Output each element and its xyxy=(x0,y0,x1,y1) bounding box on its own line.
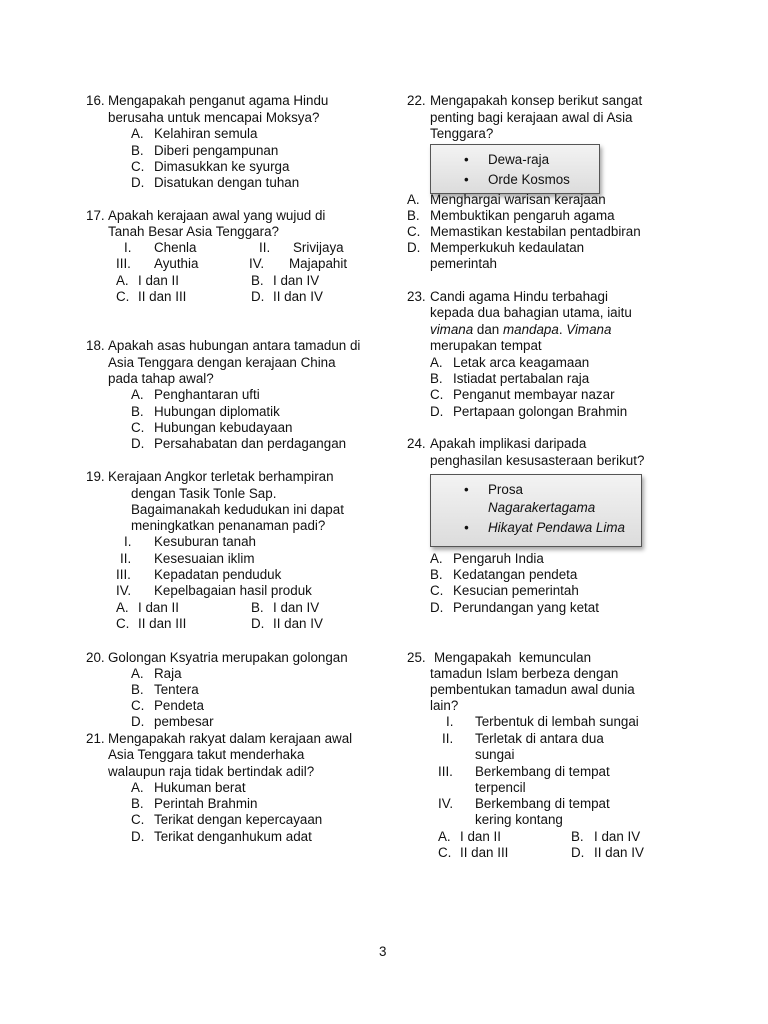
q16-text-1: Mengapakah penganut agama Hindu xyxy=(108,93,329,108)
q22-text-1: Mengapakah konsep berikut sangat xyxy=(430,93,643,108)
q19-opt-a-letter: A. xyxy=(116,600,129,615)
q19-opt-c: II dan III xyxy=(138,616,187,631)
q20-opt-c: Pendeta xyxy=(154,698,204,713)
q23-term-vimana: vimana xyxy=(430,322,474,337)
q25-opt-b: I dan IV xyxy=(594,829,641,844)
q20-opt-a: Raja xyxy=(154,666,182,681)
q21-text-1: Mengapakah rakyat dalam kerajaan awal xyxy=(108,731,353,746)
q25-opt-b-letter: B. xyxy=(571,829,584,844)
q19-opt-d: II dan IV xyxy=(273,616,323,631)
q19-number: 19. xyxy=(86,469,105,484)
q23-text-4: merupakan tempat xyxy=(430,338,542,353)
q25-item-4: Berkembang di tempat xyxy=(475,796,610,811)
q24-opt-c-letter: C. xyxy=(430,583,444,598)
q23-opt-d: Pertapaan golongan Brahmin xyxy=(453,404,628,419)
q23-opt-b-letter: B. xyxy=(430,371,443,386)
q25-item-1: Terbentuk di lembah sungai xyxy=(475,714,639,729)
q21-opt-b-letter: B. xyxy=(131,796,144,811)
q17-opt-d: II dan IV xyxy=(273,289,323,304)
q21-text-2: Asia Tenggara takut menderhaka xyxy=(108,747,305,762)
q23-term-vimana-2: Vimana xyxy=(566,322,612,337)
q19-item-2-roman: II. xyxy=(120,551,132,566)
q25-text-2: tamadun Islam berbeza dengan xyxy=(430,666,619,681)
q16-opt-a: Kelahiran semula xyxy=(154,126,258,141)
q21-opt-d-letter: D. xyxy=(131,829,145,844)
q24-number: 24. xyxy=(407,436,426,451)
q22-text-3: Tenggara? xyxy=(430,126,494,141)
q25-text-1: Mengapakah kemunculan xyxy=(434,650,592,665)
q18-opt-b-letter: B. xyxy=(131,404,144,419)
q19-item-4: Kepelbagaian hasil produk xyxy=(154,583,312,598)
q20-opt-d: pembesar xyxy=(154,714,214,729)
q25-item-4-roman: IV. xyxy=(438,796,454,811)
q22-opt-a: Menghargai warisan kerajaan xyxy=(430,192,606,207)
q17-number: 17. xyxy=(86,208,105,223)
q24-opt-c: Kesucian pemerintah xyxy=(453,583,579,598)
q22-box-item-2: • Orde Kosmos xyxy=(488,172,570,188)
q25-item-3: Berkembang di tempat xyxy=(475,764,610,779)
q17-item-4: Majapahit xyxy=(289,256,348,271)
q16-opt-a-letter: A. xyxy=(131,126,144,141)
q17-item-2-roman: II. xyxy=(259,240,271,255)
q19-opt-c-letter: C. xyxy=(116,616,130,631)
q20-opt-b: Tentera xyxy=(154,682,199,697)
q19-item-1-roman: I. xyxy=(124,534,132,549)
q24-text-1: Apakah implikasi daripada xyxy=(430,436,587,451)
q23-text-1: Candi agama Hindu terbahagi xyxy=(430,289,608,304)
q17-opt-a-letter: A. xyxy=(116,273,129,288)
q25-opt-c-letter: C. xyxy=(438,845,452,860)
q22-number: 22. xyxy=(407,93,426,108)
q17-item-3: Ayuthia xyxy=(154,256,199,271)
q25-item-2-roman: II. xyxy=(442,731,454,746)
q25-opt-a-letter: A. xyxy=(438,829,451,844)
q22-opt-d: Memperkukuh kedaulatan xyxy=(430,240,585,255)
q21-text-3: walaupun raja tidak bertindak adil? xyxy=(108,764,315,779)
q25-opt-a: I dan II xyxy=(460,829,501,844)
q18-opt-a: Penghantaran ufti xyxy=(154,387,260,402)
q17-opt-b-letter: B. xyxy=(251,273,264,288)
q19-text-2: dengan Tasik Tonle Sap. xyxy=(131,486,277,501)
q19-item-3-roman: III. xyxy=(116,567,131,582)
q18-number: 18. xyxy=(86,338,105,353)
q20-opt-b-letter: B. xyxy=(131,682,144,697)
q22-box-item-1: • Dewa-raja xyxy=(488,152,549,168)
q19-opt-d-letter: D. xyxy=(251,616,265,631)
page-number: 3 xyxy=(379,944,387,959)
q17-item-1-roman: I. xyxy=(124,240,132,255)
q19-item-3: Kepadatan penduduk xyxy=(154,567,282,582)
q20-number: 20. xyxy=(86,650,105,665)
q23-opt-c-letter: C. xyxy=(430,387,444,402)
q24-box-item-2: • Hikayat Pendawa Lima xyxy=(488,520,625,536)
q19-item-4-roman: IV. xyxy=(116,583,132,598)
q21-opt-a-letter: A. xyxy=(131,780,144,795)
q17-opt-a: I dan II xyxy=(138,273,179,288)
q16-opt-c: Dimasukkan ke syurga xyxy=(154,159,290,174)
q16-opt-d: Disatukan dengan tuhan xyxy=(154,175,300,190)
q18-opt-d-letter: D. xyxy=(131,436,145,451)
q24-text-2: penghasilan kesusasteraan berikut? xyxy=(430,453,645,468)
q18-opt-a-letter: A. xyxy=(131,387,144,402)
q24-opt-b: Kedatangan pendeta xyxy=(453,567,578,582)
q23-opt-a-letter: A. xyxy=(430,355,443,370)
q24-opt-b-letter: B. xyxy=(430,567,443,582)
q23-text-3-and: dan xyxy=(473,322,503,337)
q23-opt-d-letter: D. xyxy=(430,404,444,419)
q25-text-4: lain? xyxy=(430,698,459,713)
q23-text-3-dot: . xyxy=(558,322,567,337)
q16-opt-d-letter: D. xyxy=(131,175,145,190)
q22-opt-d-letter: D. xyxy=(407,240,421,255)
q16-opt-b-letter: B. xyxy=(131,143,144,158)
q17-text-2: Tanah Besar Asia Tenggara? xyxy=(108,224,279,239)
q17-item-1: Chenla xyxy=(154,240,197,255)
q20-text-1: Golongan Ksyatria merupakan golongan xyxy=(108,650,348,665)
q18-text-2: Asia Tenggara dengan kerajaan China xyxy=(108,355,336,370)
q23-text-2: kepada dua bahagian utama, iaitu xyxy=(430,305,632,320)
q17-opt-c: II dan III xyxy=(138,289,187,304)
q22-opt-c-letter: C. xyxy=(407,224,421,239)
q24-opt-a: Pengaruh India xyxy=(453,551,544,566)
q17-opt-d-letter: D. xyxy=(251,289,265,304)
q25-item-2: Terletak di antara dua xyxy=(475,731,604,746)
q18-opt-c: Hubungan kebudayaan xyxy=(154,420,293,435)
q19-item-1: Kesuburan tanah xyxy=(154,534,256,549)
q22-opt-a-letter: A. xyxy=(407,192,420,207)
q18-opt-b: Hubungan diplomatik xyxy=(154,404,280,419)
q18-text-1: Apakah asas hubungan antara tamadun di xyxy=(108,338,361,353)
q21-opt-a: Hukuman berat xyxy=(154,780,246,795)
q22-opt-b: Membuktikan pengaruh agama xyxy=(430,208,615,223)
q25-item-2-cont: sungai xyxy=(475,747,515,762)
q19-opt-b: I dan IV xyxy=(273,600,320,615)
q17-item-2: Srivijaya xyxy=(293,240,344,255)
q16-number: 16. xyxy=(86,93,105,108)
q22-opt-b-letter: B. xyxy=(407,208,420,223)
q23-term-mandapa: mandapa xyxy=(502,322,559,337)
q20-opt-a-letter: A. xyxy=(131,666,144,681)
q19-text-4: meningkatkan penanaman padi? xyxy=(131,518,326,533)
q19-text-1: Kerajaan Angkor terletak berhampiran xyxy=(108,469,334,484)
q19-text-3: Bagaimanakah kedudukan ini dapat xyxy=(131,502,344,517)
q17-item-4-roman: IV. xyxy=(249,256,265,271)
q25-item-1-roman: I. xyxy=(446,714,454,729)
q18-text-3: pada tahap awal? xyxy=(108,371,214,386)
q19-item-2: Kesesuaian iklim xyxy=(154,551,255,566)
q21-opt-d: Terikat denganhukum adat xyxy=(154,829,312,844)
q19-opt-a: I dan II xyxy=(138,600,179,615)
q19-opt-b-letter: B. xyxy=(251,600,264,615)
q25-item-4-cont: kering kontang xyxy=(475,812,563,827)
q25-text-3: pembentukan tamadun awal dunia xyxy=(430,682,635,697)
q22-opt-d-cont: pemerintah xyxy=(430,256,497,271)
q25-number: 25. xyxy=(407,650,426,665)
q23-number: 23. xyxy=(407,289,426,304)
q17-opt-c-letter: C. xyxy=(116,289,130,304)
q17-item-3-roman: III. xyxy=(116,256,131,271)
q16-text-2: berusaha untuk mencapai Moksya? xyxy=(108,110,320,125)
q25-item-3-roman: III. xyxy=(438,764,453,779)
q18-opt-c-letter: C. xyxy=(131,420,145,435)
q20-opt-d-letter: D. xyxy=(131,714,145,729)
q22-text-2: penting bagi kerajaan awal di Asia xyxy=(430,110,633,125)
q24-opt-d-letter: D. xyxy=(430,600,444,615)
q23-opt-a: Letak arca keagamaan xyxy=(453,355,590,370)
q24-box-item-1-sub: Nagarakertagama xyxy=(488,500,596,515)
q25-item-3-cont: terpencil xyxy=(475,780,526,795)
q18-opt-d: Persahabatan dan perdagangan xyxy=(154,436,347,451)
q17-opt-b: I dan IV xyxy=(273,273,320,288)
q17-text-1: Apakah kerajaan awal yang wujud di xyxy=(108,208,326,223)
q23-opt-c: Penganut membayar nazar xyxy=(453,387,615,402)
q21-number: 21. xyxy=(86,731,105,746)
q23-opt-b: Istiadat pertabalan raja xyxy=(453,371,590,386)
q24-opt-d: Perundangan yang ketat xyxy=(453,600,599,615)
q25-opt-c: II dan III xyxy=(460,845,509,860)
q21-opt-c: Terikat dengan kepercayaan xyxy=(154,812,323,827)
q22-opt-c: Memastikan kestabilan pentadbiran xyxy=(430,224,641,239)
q24-box-item-1: • Prosa xyxy=(488,482,523,498)
q25-opt-d: II dan IV xyxy=(594,845,644,860)
q20-opt-c-letter: C. xyxy=(131,698,145,713)
q21-opt-c-letter: C. xyxy=(131,812,145,827)
q16-opt-b: Diberi pengampunan xyxy=(154,143,279,158)
q25-opt-d-letter: D. xyxy=(571,845,585,860)
q21-opt-b: Perintah Brahmin xyxy=(154,796,258,811)
q23-text-3 xyxy=(430,322,611,338)
q16-opt-c-letter: C. xyxy=(131,159,145,174)
q24-opt-a-letter: A. xyxy=(430,551,443,566)
